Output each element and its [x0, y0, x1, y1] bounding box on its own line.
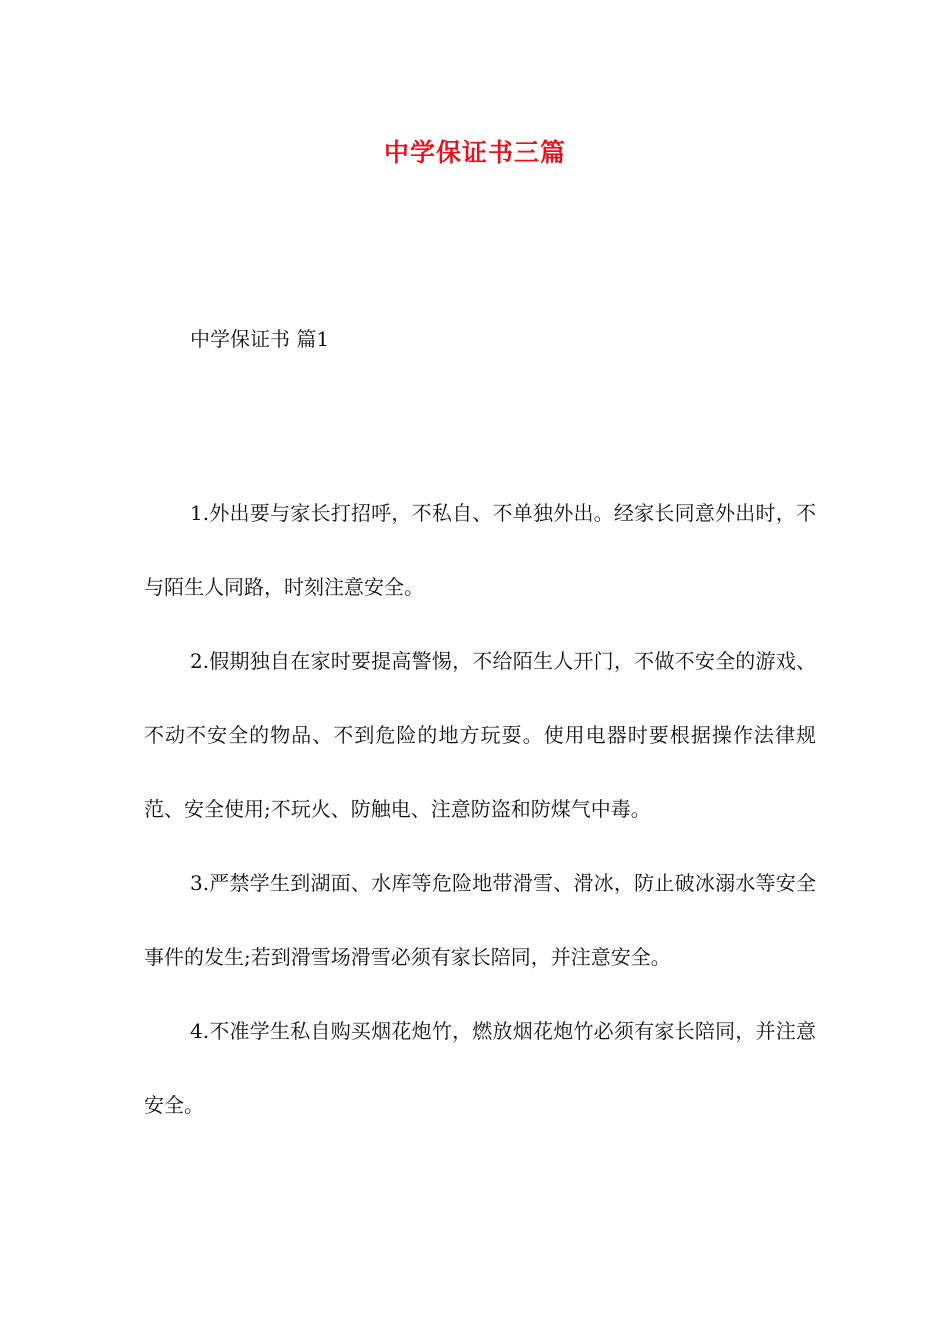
paragraph-4: 4.不准学生私自购买烟花炮竹，燃放烟花炮竹必须有家长陪同，并注意安全。 [144, 1019, 816, 1117]
section-heading: 中学保证书 篇1 [190, 327, 330, 351]
paragraph-1: 1.外出要与家长打招呼，不私自、不单独外出。经家长同意外出时，不与陌生人同路，时刻注意安全。 [144, 501, 816, 599]
document-body [144, 476, 816, 1142]
document-title: 中学保证书三篇 [383, 138, 566, 167]
paragraph-3: 3.严禁学生到湖面、水库等危险地带滑雪、滑冰，防止破冰溺水等安全事件的发生;若到滑雪场滑雪必须有家长陪同，并注意安全。 [144, 871, 816, 969]
paragraph-2: 2.假期独自在家时要提高警惕，不给陌生人开门，不做不安全的游戏、不动不安全的物品、不到危险的地方玩耍。使用电器时要根据操作法律规范、安全使用;不玩火、防触电、注意防盗和防煤气中毒。 [144, 649, 816, 821]
